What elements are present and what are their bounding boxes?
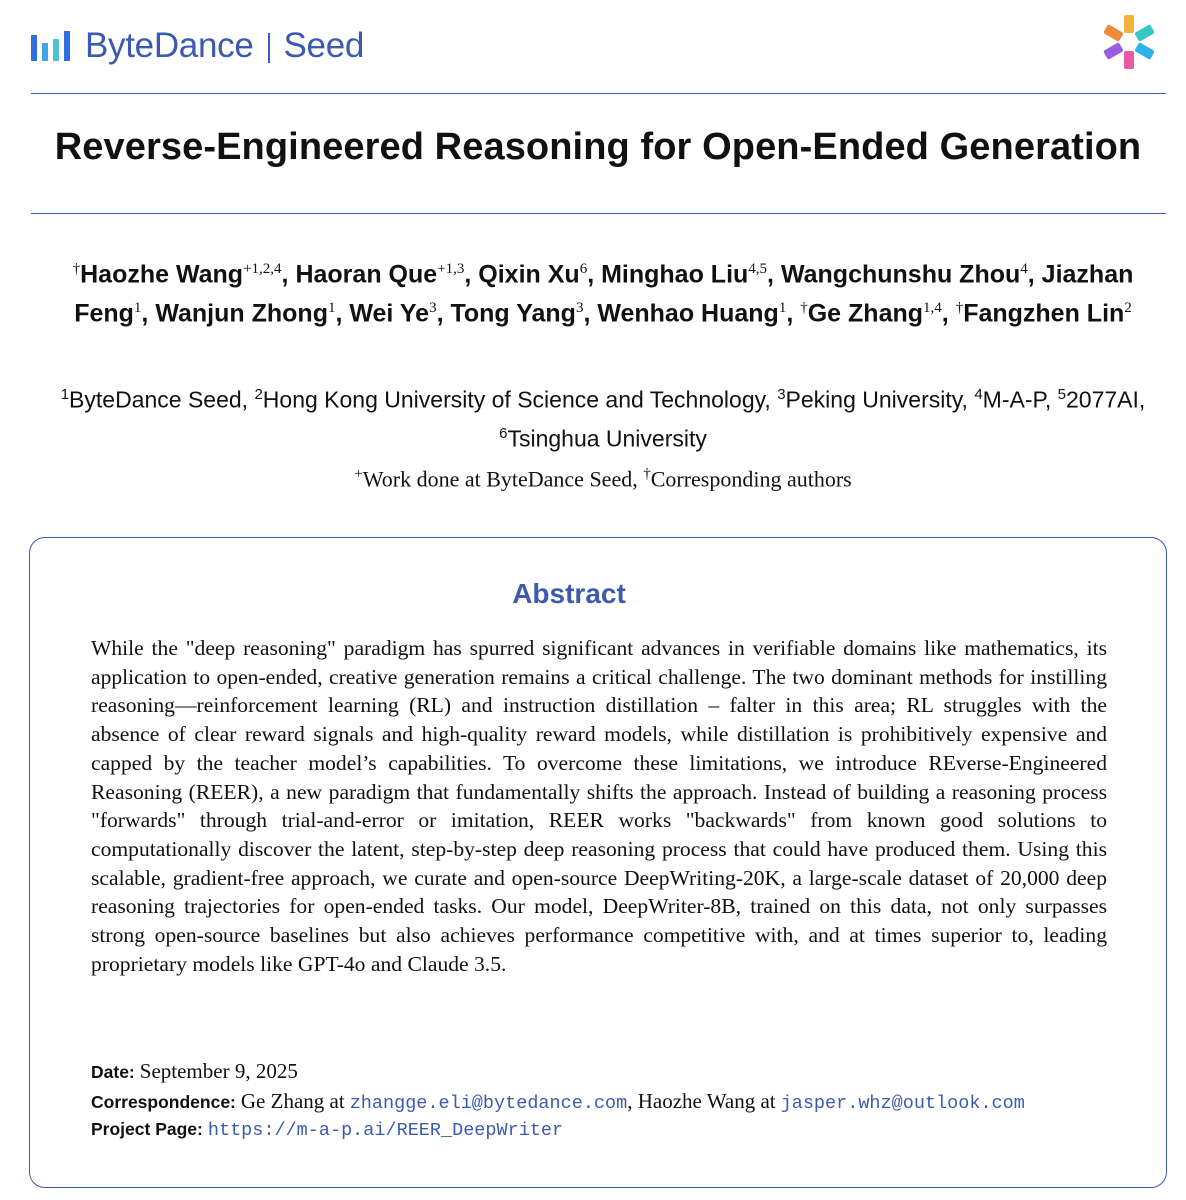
affiliation-separator: , (1044, 386, 1058, 413)
header-rule-bottom (31, 213, 1166, 214)
author-affiliation-marks: 2 (1124, 300, 1132, 317)
author-affiliation-marks: 1 (778, 300, 787, 317)
abstract-text: While the "deep reasoning" paradigm has spurred significant advances in verifiable domains like mathematics, its application to open-ended, creative generation remains a critical challenge. The two dominant methods for instilling reasoning—reinforcement learning (RL) and instruction distillation – falter in this area; RL struggles with the absence of clear reward signals and high-quality reward models, while distillation is prohibitively expensive and capped by the teacher model’s capabilities. To overcome these limitations, we introduce REverse-Engineered Reasoning (REER), a new paradigm that fundamentally shifts the approach. Instead of building a reasoning process "forwards" through trial-and-error or imitation, REER works "backwards" from known good solutions to computationally discover the latent, step-by-step deep reasoning process that could have produced them. Using this scalable, gradient-free approach, we curate and open-source DeepWriting-20K, a large-scale dataset of 20,000 deep reasoning trajectories for open-ended tasks. Our model, DeepWriter-8B, trained on this data, not only surpasses strong open-source baselines but also achieves performance competitive with, and at times superior to, leading proprietary models like GPT-4o and Claude 3.5. (91, 636, 1107, 976)
author-name: Fangzhen Lin (963, 299, 1125, 328)
author-separator: , (281, 260, 296, 289)
affiliation-list (40, 378, 1166, 455)
brand-separator (268, 33, 270, 63)
author-notes (40, 466, 1166, 492)
author-separator: , (436, 299, 451, 328)
correspondence-email-1[interactable]: zhangge.eli@bytedance.com (349, 1093, 628, 1114)
affiliation-number: 6 (499, 424, 508, 442)
author-separator: , (767, 260, 781, 289)
correspondence-line (91, 1089, 1151, 1114)
correspondence-name-1: Ge Zhang at (240, 1089, 345, 1113)
author-affiliation-marks: 4 (1020, 261, 1028, 277)
author-affiliation-marks: 3 (429, 300, 437, 317)
bytedance-seed-logo (31, 24, 364, 68)
date-line (91, 1059, 1151, 1084)
project-page-label: Project Page: (91, 1119, 203, 1139)
author-separator: , (587, 260, 602, 289)
note-text: Work done at ByteDance Seed (362, 466, 633, 492)
author-separator: , (141, 299, 156, 328)
date-value: September 9, 2025 (139, 1059, 298, 1083)
affiliation-name: Peking University (785, 386, 962, 413)
author-name: Wanjun Zhong (155, 299, 328, 328)
author-affiliation-marks: +1,3 (437, 261, 465, 277)
author-name: Ge Zhang (807, 299, 924, 328)
affiliation-name: Tsinghua University (507, 425, 707, 452)
affiliation-number: 2 (254, 386, 263, 403)
author-separator: , (1027, 260, 1042, 289)
author-affiliation-marks: 3 (575, 300, 584, 317)
author-separator: , (583, 299, 598, 328)
corresponding-mark: † (800, 300, 808, 317)
affiliation-separator: , (241, 386, 255, 413)
author-affiliation-marks: 1,4 (923, 300, 942, 317)
brand-division: Seed (283, 26, 365, 65)
corresponding-mark: † (72, 261, 81, 277)
author-affiliation-marks: 1 (327, 300, 336, 317)
bytedance-bars-icon (31, 29, 75, 63)
project-page-line (91, 1118, 1151, 1141)
author-affiliation-marks: +1,2,4 (243, 261, 282, 277)
author-name: Wenhao Huang (597, 299, 779, 328)
note-separator: , (632, 466, 644, 492)
author-name: Minghao Liu (601, 260, 749, 289)
author-name: Haoran Que (295, 260, 438, 289)
affiliation-separator: , (961, 386, 975, 413)
author-name: Tong Yang (450, 299, 576, 328)
date-label: Date: (91, 1062, 135, 1082)
author-name: Wei Ye (349, 299, 430, 328)
author-separator: , (335, 299, 350, 328)
project-page-link[interactable]: https://m-a-p.ai/REER_DeepWriter (207, 1120, 564, 1141)
abstract-heading: Abstract (512, 578, 626, 609)
author-list (40, 252, 1166, 331)
affiliation-number: 3 (777, 386, 786, 403)
correspondence-email-2[interactable]: jasper.whz@outlook.com (780, 1093, 1025, 1114)
correspondence-name-2: , Haozhe Wang at (627, 1089, 776, 1113)
author-affiliation-marks: 6 (579, 261, 588, 277)
note-mark: + (354, 466, 363, 482)
correspondence-label: Correspondence: (91, 1092, 236, 1112)
author-name: Haozhe Wang (80, 260, 244, 289)
author-name: Jiazhan Feng (74, 260, 1134, 328)
seed-star-icon (1099, 12, 1159, 72)
author-affiliation-marks: 1 (133, 300, 142, 317)
affiliation-separator: , (764, 386, 778, 413)
author-name: Qixin Xu (478, 260, 580, 289)
affiliation-number: 5 (1057, 386, 1066, 403)
note-mark: † (643, 466, 651, 482)
corresponding-mark: † (955, 300, 964, 317)
paper-title: Reverse-Engineered Reasoning for Open-Ended Generation (54, 126, 1142, 168)
brand-name: ByteDance (85, 26, 254, 65)
note-text: Corresponding authors (650, 466, 852, 492)
affiliation-number: 4 (974, 386, 983, 403)
affiliation-name: Hong Kong University of Science and Technology (262, 386, 765, 413)
author-separator: , (464, 260, 479, 289)
affiliation-name: M-A-P (982, 386, 1045, 413)
author-separator: , (786, 299, 801, 328)
header-rule-top (31, 93, 1166, 94)
affiliation-separator: , (1138, 386, 1146, 413)
author-name: Wangchunshu Zhou (780, 260, 1021, 289)
affiliation-name: ByteDance Seed (69, 386, 242, 413)
affiliation-name: 2077AI (1065, 386, 1139, 413)
author-separator: , (941, 299, 956, 328)
author-affiliation-marks: 4,5 (748, 261, 768, 277)
affiliation-number: 1 (60, 386, 70, 403)
